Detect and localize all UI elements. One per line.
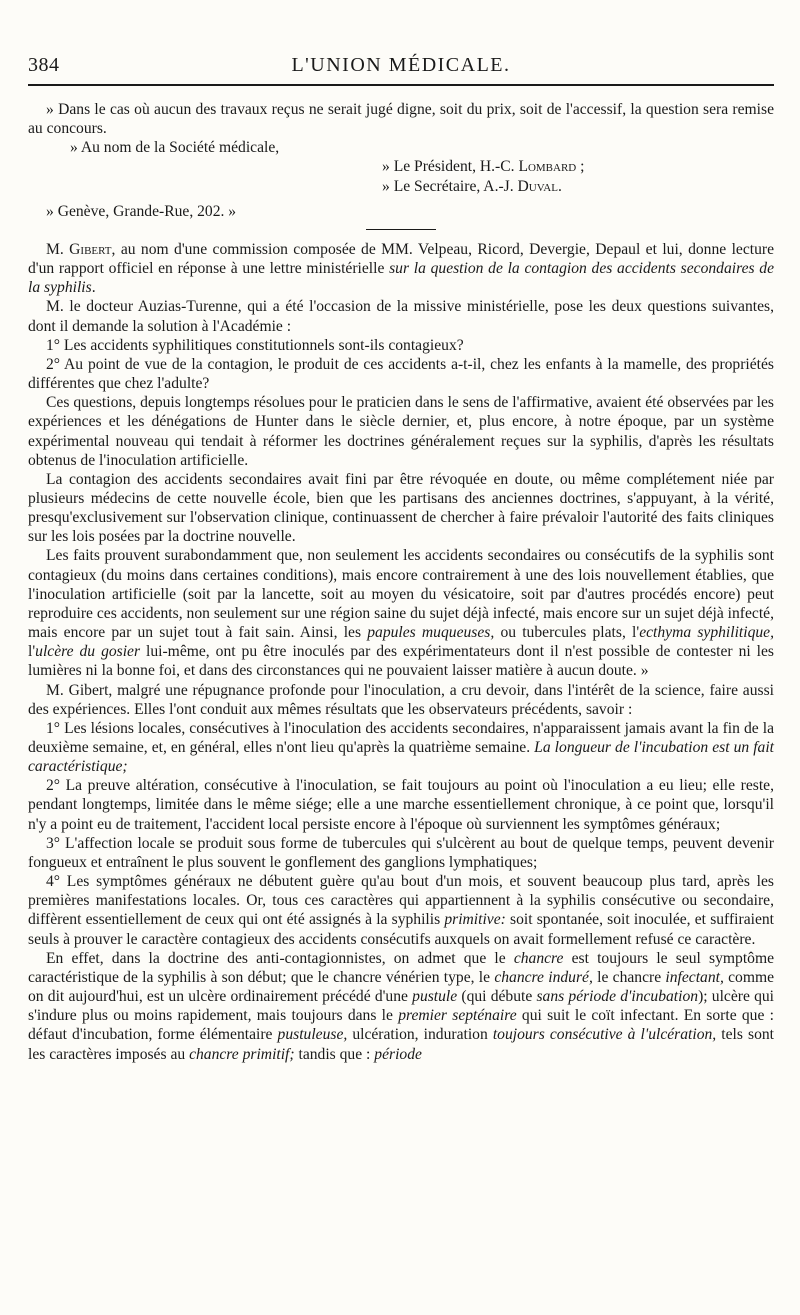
paragraph-faits: Les faits prouvent surabondamment que, non seulement les accidents secondaires ou consécutifs de la syphilis sont contagieux (du moins dans certaines conditions), mais encore contrairement à une des lois nouvellement établies, que l'inoculation artificielle (soit par la lancette, soit au moyen du vésicatoire, soit par d'autres procédés encore) peut reproduire ces accidents, non seulement sur une région saine du sujet déjà infecté, mais encore sur un sujet déjà infecté, mais encore par un sujet tout à fait sain. Ainsi, les papules muqueuses, ou tubercules plats, l'ecthyma syphilitique, l'ulcère du gosier lui-même, ont pu être inoculés par des expérimentateurs dont il n'est possible de contester ni les lumières ni la bonne foi, et dans des circonstances qui ne pouvaient laisser matière à aucun doute. » (28, 547, 774, 680)
paragraph-gibert-experiments: M. Gibert, malgré une répugnance profonde pour l'inoculation, a cru devoir, dans l'intérêt de la science, faire aussi des expériences. Elles l'ont conduit aux mêmes résultats que les observateurs précédents, savoir : (28, 681, 774, 718)
question-1: 1° Les accidents syphilitiques constitutionnels sont-ils contagieux? (46, 336, 464, 354)
signature-president: » Le Président, H.-C. Lombard ; (382, 158, 585, 176)
letter-paragraph: » Dans le cas où aucun des travaux reçus ne serait jugé digne, soit du prix, soit de l'accessif, la question sera remise au concours. (28, 101, 774, 138)
page-body (28, 100, 774, 1064)
letter-salutation: » Au nom de la Société médicale, (70, 139, 280, 157)
letter-place: » Genève, Grande-Rue, 202. » (46, 202, 237, 220)
president-name: Lombard (518, 158, 577, 176)
paragraph-questions: Ces questions, depuis longtemps résolues pour le praticien dans le sens de l'affirmative, avaient été observées par les expériences et les dénégations de Hunter dans le siècle dernier, et, plus encore, à notre époque, par un système expérimental nouveau qui tendait à réformer les doctrines généralement reçues sur la syphilis, d'après les résultats obtenus de l'inoculation artificielle. (28, 394, 774, 469)
paragraph-en-effet: En effet, dans la doctrine des anti-contagionnistes, on admet que le chancre est toujours le seul symptôme caractéristique de la syphilis à son début; que le chancre vénérien type, le chancre induré, le chancre infectant, comme on dit aujourd'hui, est un ulcère ordinairement précédé d'une pustule (qui débute sans période d'incubation); ulcère qui s'indure plus ou moins rapidement, mais toujours dans le premier septénaire qui suit le coït infectant. En sorte que : défaut d'incubation, forme élémentaire pustuleuse, ulcération, induration toujours consécutive à l'ulcération, tels sont les caractères imposés au chancre primitif; tandis que : période (28, 949, 775, 1063)
paragraph-contagion: La contagion des accidents secondaires avait fini par être révoquée en doute, ou même complétement niée par plusieurs médecins de cette nouvelle école, bien que les partisans des anciennes doctrines, s'appuyant, à la vérité, presqu'exclusivement sur l'observation clinique, continuassent de chercher à faire prévaloir l'autorité des faits cliniques sur les lois posées par la doctrine nouvelle. (28, 470, 774, 546)
question-2: 2° Au point de vue de la contagion, le produit de ces accidents a-t-il, chez les enfants à la mamelle, des propriétés différentes que chez l'adulte? (28, 355, 774, 393)
paragraph-auzias: M. le docteur Auzias-Turenne, qui a été l'occasion de la missive ministérielle, pose les deux questions suivantes, dont il demande la solution à l'Académie : (28, 298, 774, 335)
result-1: 1° Les lésions locales, consécutives à l'inoculation des accidents secondaires, n'apparaissent jamais avant la fin de la deuxième semaine, et, en général, elles n'ont lieu qu'après la quatrième semaine. La longueur de l'incubation est un fait caractéristique; (28, 719, 775, 776)
header-rule (28, 84, 774, 86)
result-4: 4° Les symptômes généraux ne débutent guère qu'au bout d'un mois, et souvent beaucoup plus tard, après les premières manifestations locales. Or, tous ces caractères qui appartiennent à la syphilis consécutive ou secondaire, diffèrent essentiellement de ceux qui ont été assignés à la syphilis primitive: soit spontanée, soit inoculée, et suffiraient seuls à prouver le caractère contagieux des accidents consécutifs auxquels on avait formellement refusé ce caractère. (28, 873, 774, 948)
secretary-name: Duval (517, 177, 558, 195)
running-title: L'UNION MÉDICALE. (291, 54, 511, 76)
paragraph-gibert-report: M. Gibert, au nom d'une commission composée de MM. Velpeau, Ricord, Devergie, Depaul et lui, donne lecture d'un rapport officiel en réponse à une lettre ministérielle sur la question de la contagion des accidents secondaires de la syphilis. (28, 240, 775, 297)
section-divider (366, 229, 436, 230)
result-2: 2° La preuve altération, consécutive à l'inoculation, se fait toujours au point où l'inoculation a eu lieu; elle reste, pendant longtemps, limitée dans le même siége; elle a une marche essentiellement chronique, à ce point que, lorsqu'il n'y a point eu de traitement, l'accident local persiste encore à l'époque où surviennent les symptômes généraux; (28, 777, 774, 833)
page-number: 384 (28, 54, 60, 76)
page-header (28, 50, 774, 84)
signature-secretary: » Le Secrétaire, A.-J. Duval. (382, 177, 562, 195)
result-3: 3° L'affection locale se produit sous forme de tubercules qui s'ulcèrent au bout de quelque temps, peuvent devenir fongueux et entraînent le plus souvent le gonflement des ganglions lymphatiques; (28, 834, 774, 871)
